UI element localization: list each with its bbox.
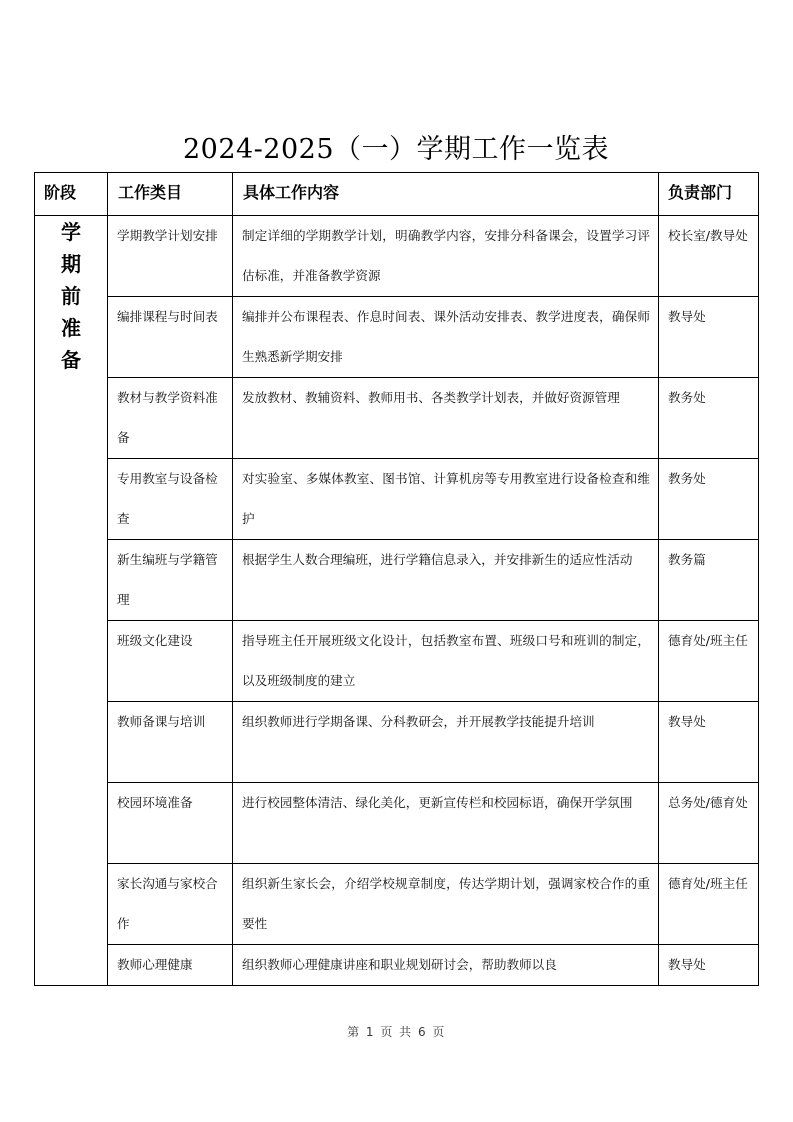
content-cell: [233, 945, 659, 986]
department-cell: [659, 702, 759, 783]
department-cell: [659, 540, 759, 621]
category-cell-text: 教材与教学资料准备: [117, 390, 218, 445]
page-footer: 第 1 页 共 6 页: [347, 1025, 446, 1039]
column-header-stage-label: 阶段: [44, 183, 77, 202]
department-cell-text: 教务处: [668, 471, 706, 486]
table-header-row: [35, 173, 759, 216]
category-cell: [108, 540, 233, 621]
content-cell-text: 指导班主任开展班级文化设计，包括教室布置、班级口号和班训的制定，以及班级制度的建立: [242, 633, 650, 688]
category-cell: [108, 459, 233, 540]
content-cell: [233, 297, 659, 378]
column-header-category-label: 工作类目: [118, 183, 183, 202]
table-row: [35, 540, 759, 621]
content-cell: [233, 459, 659, 540]
content-cell-text: 根据学生人数合理编班，进行学籍信息录入，并安排新生的适应性活动: [242, 552, 633, 567]
content-cell-text: 制定详细的学期教学计划，明确教学内容，安排分科备课会，设置学习评估标准，并准备教学资源: [242, 228, 650, 283]
column-header-department-label: 负责部门: [668, 183, 733, 202]
page-title: 2024-2025（一）学期工作一览表: [182, 134, 610, 165]
category-cell-text: 新生编班与学籍管理: [117, 552, 218, 607]
column-header-department: [659, 173, 759, 216]
table-row: [35, 621, 759, 702]
department-cell-text: 校长室/教导处: [668, 228, 748, 243]
category-cell: [108, 702, 233, 783]
department-cell-text: 教导处: [668, 309, 706, 324]
department-cell: [659, 297, 759, 378]
category-cell: [108, 783, 233, 864]
work-schedule-table-wrapper: [34, 172, 758, 986]
stage-label-char: 备: [61, 348, 81, 372]
category-cell-text: 编排课程与时间表: [117, 309, 218, 324]
content-cell-text: 组织新生家长会，介绍学校规章制度，传达学期计划，强调家校合作的重要性: [242, 876, 650, 931]
department-cell-text: 总务处/德育处: [668, 795, 748, 810]
content-cell-text: 编排并公布课程表、作息时间表、课外活动安排表、教学进度表，确保师生熟悉新学期安排: [242, 309, 650, 364]
content-cell-text: 对实验室、多媒体教室、图书馆、计算机房等专用教室进行设备检查和维护: [242, 471, 650, 526]
department-cell: [659, 459, 759, 540]
department-cell: [659, 864, 759, 945]
category-cell-text: 班级文化建设: [117, 633, 193, 648]
department-cell: [659, 216, 759, 297]
department-cell: [659, 378, 759, 459]
category-cell-text: 专用教室与设备检查: [117, 471, 218, 526]
category-cell: [108, 216, 233, 297]
table-row: [35, 702, 759, 783]
column-header-content: [233, 173, 659, 216]
department-cell-text: 教导处: [668, 714, 706, 729]
work-schedule-table: [34, 172, 759, 986]
department-cell-text: 教导处: [668, 957, 706, 972]
column-header-stage: [35, 173, 108, 216]
content-cell-text: 发放教材、教辅资料、教师用书、各类教学计划表，并做好资源管理: [242, 390, 620, 405]
category-cell: [108, 621, 233, 702]
content-cell: [233, 216, 659, 297]
category-cell: [108, 378, 233, 459]
department-cell-text: 教务篇: [668, 552, 706, 567]
category-cell-text: 教师备课与培训: [117, 714, 206, 729]
content-cell: [233, 621, 659, 702]
content-cell: [233, 783, 659, 864]
category-cell: [108, 297, 233, 378]
table-body: [35, 216, 759, 986]
stage-label-char: 期: [61, 252, 81, 276]
table-header: [35, 173, 759, 216]
department-cell: [659, 621, 759, 702]
category-cell-text: 校园环境准备: [117, 795, 193, 810]
stage-label-char: 前: [61, 284, 81, 308]
department-cell-text: 德育处/班主任: [668, 876, 748, 891]
department-cell-text: 教务处: [668, 390, 706, 405]
column-header-content-label: 具体工作内容: [243, 183, 340, 202]
category-cell: [108, 864, 233, 945]
table-row: [35, 216, 759, 297]
category-cell-text: 教师心理健康: [117, 957, 193, 972]
content-cell-text: 组织教师进行学期备课、分科教研会，并开展教学技能提升培训: [242, 714, 595, 729]
category-cell-text: 学期教学计划安排: [117, 228, 218, 243]
table-row: [35, 378, 759, 459]
department-cell: [659, 783, 759, 864]
stage-cell: [35, 216, 108, 986]
table-row: [35, 459, 759, 540]
content-cell-text: 组织教师心理健康讲座和职业规划研讨会，帮助教师以良: [242, 957, 557, 972]
category-cell-text: 家长沟通与家校合作: [117, 876, 218, 931]
department-cell: [659, 945, 759, 986]
table-row: [35, 297, 759, 378]
content-cell: [233, 540, 659, 621]
content-cell-text: 进行校园整体清洁、绿化美化，更新宣传栏和校园标语，确保开学氛围: [242, 795, 633, 810]
content-cell: [233, 864, 659, 945]
department-cell-text: 德育处/班主任: [668, 633, 748, 648]
stage-label-char: 学: [61, 220, 81, 244]
category-cell: [108, 945, 233, 986]
table-row: [35, 945, 759, 986]
stage-label-vertical: [35, 216, 107, 376]
content-cell: [233, 702, 659, 783]
table-row: [35, 864, 759, 945]
stage-label-char: 准: [61, 316, 81, 340]
table-row: [35, 783, 759, 864]
column-header-category: [108, 173, 233, 216]
content-cell: [233, 378, 659, 459]
